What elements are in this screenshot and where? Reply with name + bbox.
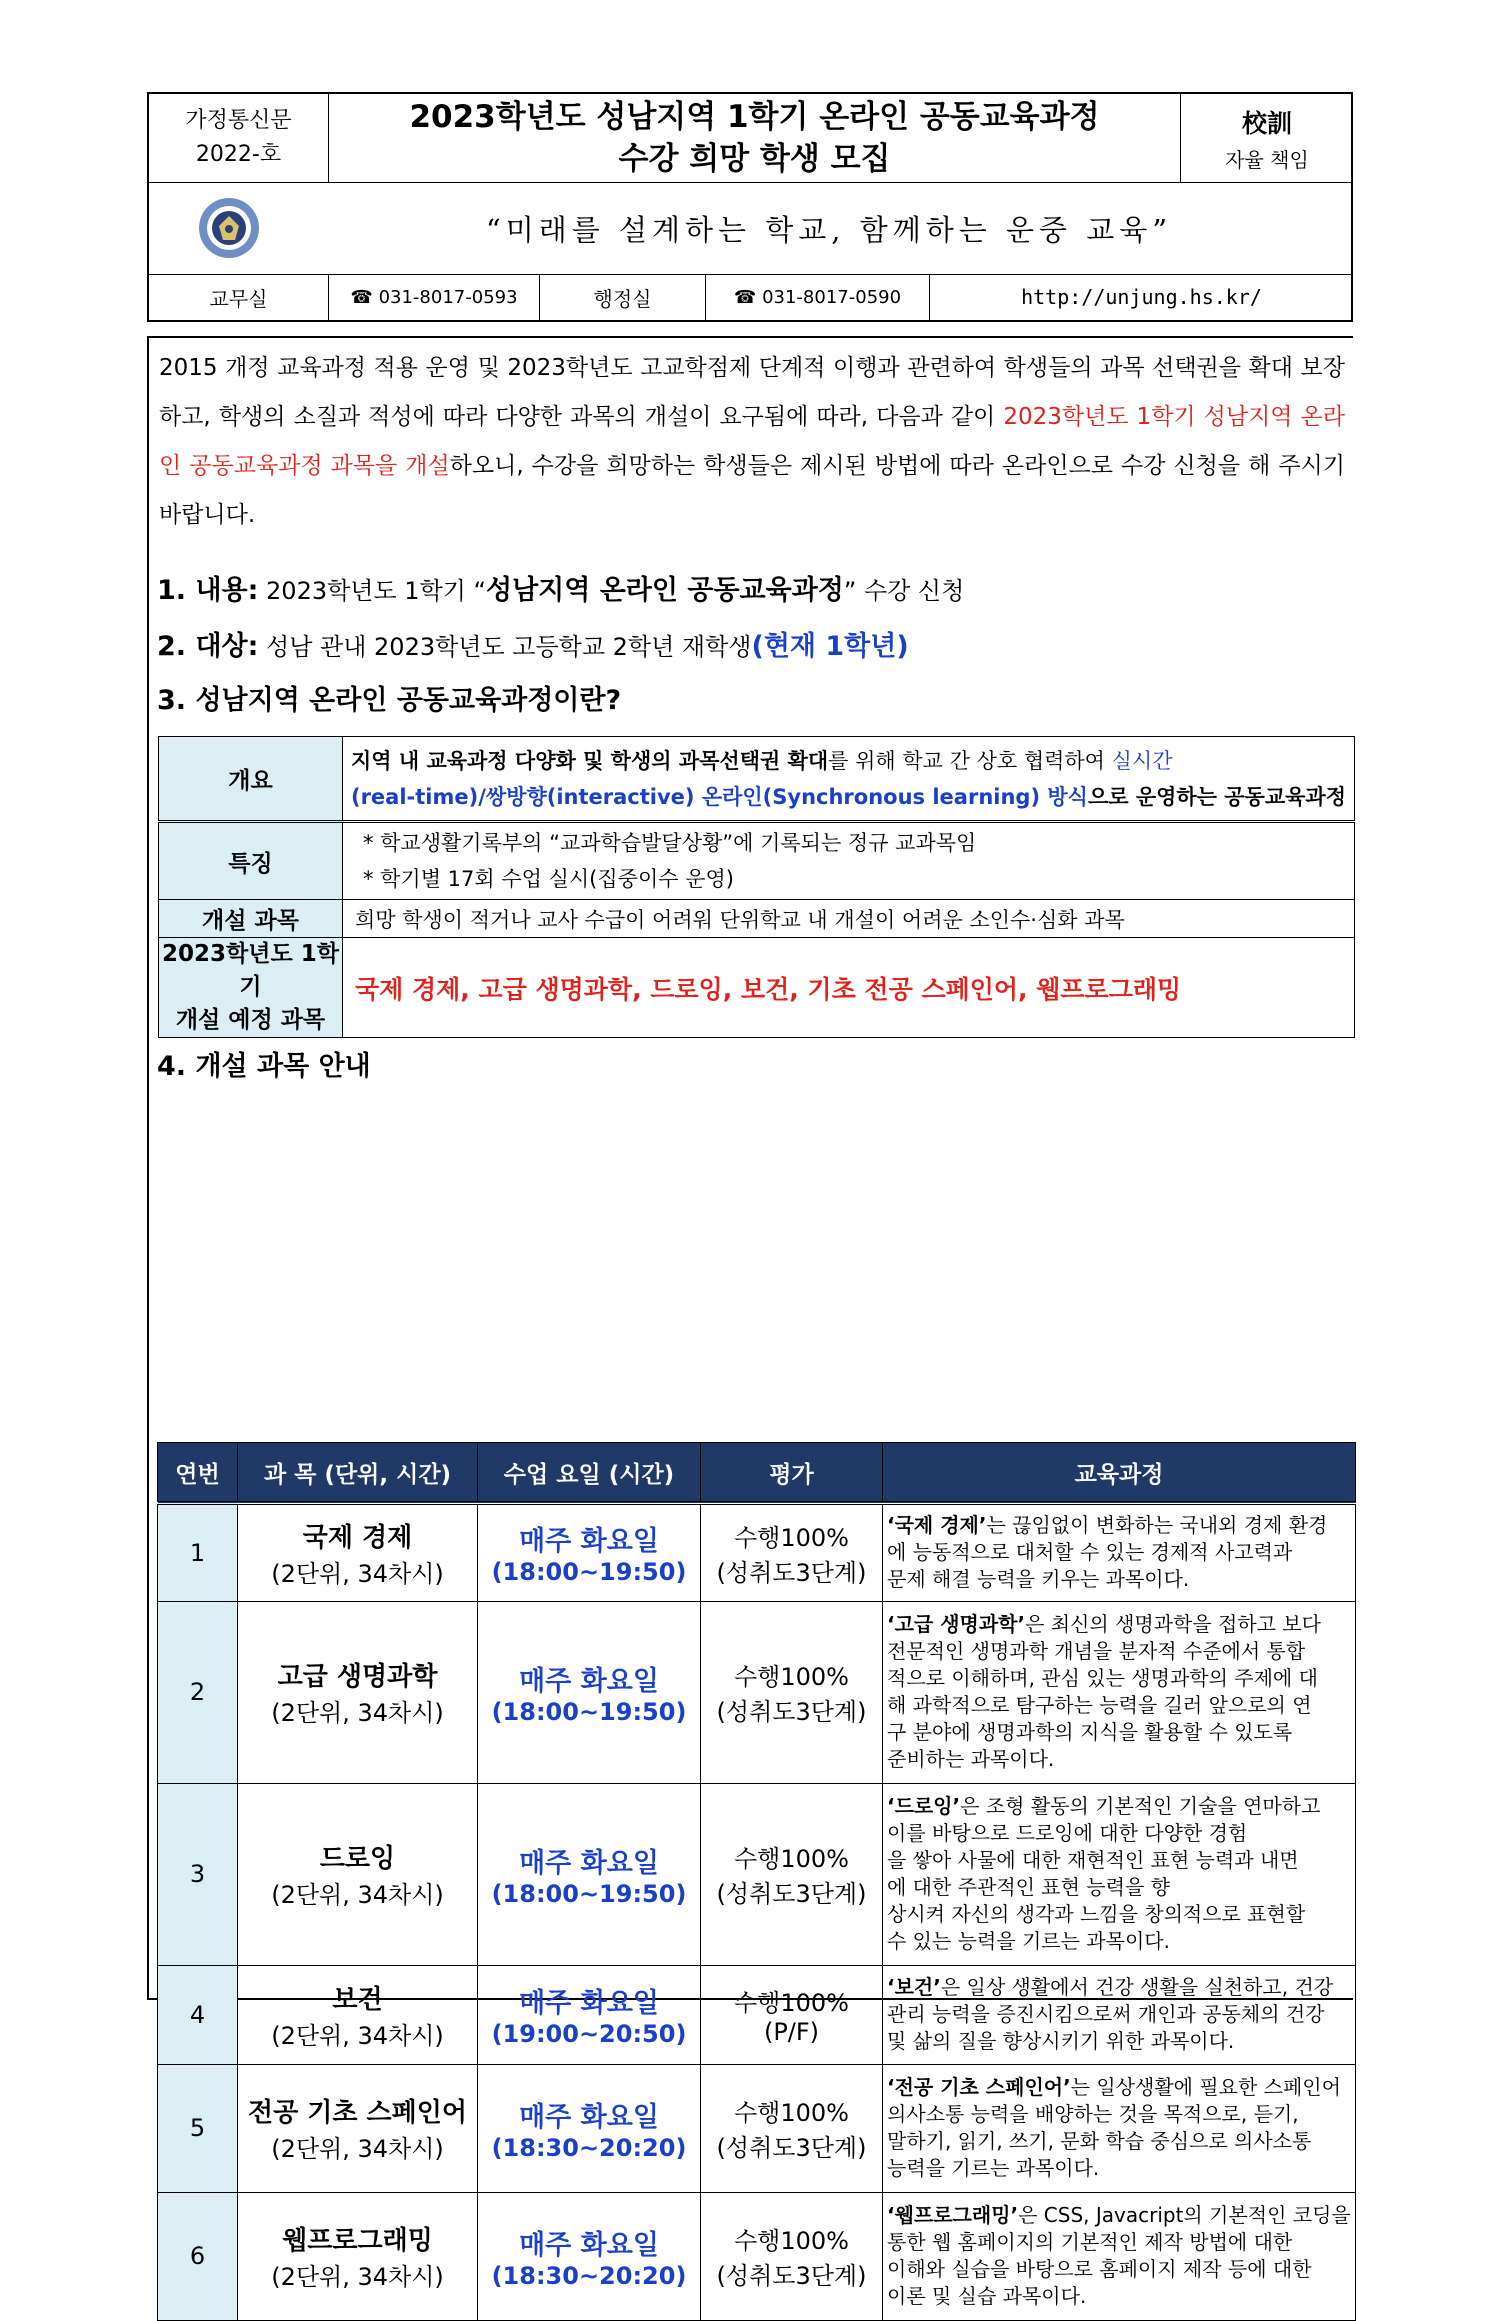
overview-feature-text [342, 822, 1354, 900]
item-4-label: 4. 개설 과목 안내 [157, 1051, 371, 1082]
course-name: 고급 생명과학 [277, 1662, 438, 1692]
course-no: 3 [158, 1783, 238, 1965]
overview-summary-1c: 실시간 [1111, 748, 1173, 773]
school-emblem-icon [197, 196, 261, 260]
table-row [158, 1601, 1356, 1783]
header-row-contact [149, 274, 1351, 320]
course-unit: (2단위, 34차시) [271, 1881, 444, 1909]
overview-row-planned [159, 938, 1355, 1038]
course-table [157, 1442, 1356, 2321]
school-website-link[interactable]: http://unjung.hs.kr/ [1021, 285, 1262, 309]
overview-summary-1a: 지역 내 교육과정 다양화 및 학생의 과목선택권 확대 [350, 748, 829, 773]
course-table-header [158, 1443, 1356, 1504]
course-day: 매주 화요일 [519, 1847, 659, 1879]
intro-text-b: 하오니, 수강을 희망하는 학생들은 제시된 방법에 따라 온라인으로 수강 신청을 해 주시기 바랍니다. [159, 453, 1345, 528]
course-time: (18:00~19:50) [491, 1697, 687, 1726]
course-desc-line: 구 분야에 생명과학의 지식을 활용할 수 있도록 [887, 1720, 1293, 1744]
table-row [158, 2064, 1356, 2192]
course-eval-type: (성취도3단계) [716, 1558, 867, 1587]
course-desc-line: 전문적인 생명과학 개념을 분자적 수준에서 통합 [887, 1639, 1306, 1663]
course-desc-line: 문제 해결 능력을 키우는 과목이다. [887, 1567, 1190, 1592]
header-row-slogan [149, 182, 1351, 275]
overview-row-open [159, 900, 1355, 938]
course-eval: 수행100% [734, 2227, 849, 2255]
item-1-pre: 2023학년도 1학기 “ [258, 577, 486, 605]
notice-type-cell [149, 94, 329, 182]
course-no: 1 [158, 1503, 238, 1601]
notice-number: 2022-호 [195, 142, 282, 167]
school-slogan: “미래를 설계하는 학교, 함께하는 운중 교육” [485, 212, 1173, 247]
office1-label: 교무실 [149, 274, 329, 320]
course-time: (18:30~20:20) [491, 2261, 687, 2290]
course-desc-line: 은 최신의 생명과학을 접하고 보다 [1025, 1612, 1321, 1636]
intro-text-a: 2015 개정 교육과정 적용 운영 및 2023학년도 고교학점제 단계적 이행과 관련하여 학생들의 과목 선택권을 확대 보장하고, 학생의 소질과 적성에 따라 다양한 과목의 개설이 요구됨에 따라, 다음과 같이 [159, 355, 1345, 430]
course-desc-title: ‘고급 생명과학’ [887, 1612, 1026, 1636]
item-1-label: 1. 내용: [157, 575, 259, 606]
item-1 [157, 568, 964, 607]
course-name: 보건 [332, 1984, 383, 2015]
overview-row-summary [159, 737, 1355, 822]
course-eval-type: (성취도3단계) [716, 1880, 867, 1908]
course-name: 국제 경제 [302, 1522, 413, 1553]
course-time: (18:30~20:20) [491, 2133, 687, 2162]
course-desc-line: 이론 및 실습 과목이다. [887, 2284, 1087, 2308]
item-2 [157, 624, 909, 663]
course-desc-line: 은 조형 활동의 기본적인 기술을 연마하고 [960, 1794, 1321, 1818]
course-desc-line: 적으로 이해하며, 관심 있는 생명과학의 주제에 대 [887, 1666, 1318, 1690]
item-1-bold: 성남지역 온라인 공동교육과정 [486, 575, 844, 606]
title-cell [329, 94, 1181, 182]
overview-planned-text: 국제 경제, 고급 생명과학, 드로잉, 보건, 기초 전공 스페인어, 웹프로그래밍 [342, 938, 1354, 1038]
course-day: 매주 화요일 [519, 1526, 659, 1558]
course-desc-line: 을 쌓아 사물에 대한 재현적인 표현 능력과 내면 [887, 1848, 1299, 1872]
motto-title: 校訓 [1241, 108, 1292, 138]
course-desc-line: 은 일상 생활에서 건강 생활을 실천하고, 건강 [940, 1975, 1334, 1999]
course-desc-line: 통한 웹 홈페이지의 기본적인 제작 방법에 대한 [887, 2230, 1293, 2254]
course-desc-line: 관리 능력을 증진시킴으로써 개인과 공동체의 건강 [887, 2002, 1325, 2026]
course-desc-title: ‘전공 기초 스페인어’ [887, 2075, 1071, 2099]
header-row-title [149, 94, 1351, 183]
course-desc-line: 상시켜 자신의 생각과 느낌을 창의적으로 표현할 [887, 1902, 1306, 1926]
course-desc-line: 의사소통 능력을 배양하는 것을 목적으로, 듣기, [887, 2102, 1299, 2126]
course-unit: (2단위, 34차시) [271, 2263, 444, 2291]
item-4 [157, 1044, 371, 1083]
overview-planned-label [159, 938, 343, 1038]
course-unit: (2단위, 34차시) [271, 2135, 444, 2163]
course-eval: 수행100% [734, 1845, 849, 1873]
overview-table [158, 736, 1355, 1038]
office1-phone: ☎ 031-8017-0593 [329, 274, 540, 320]
course-time: (19:00~20:50) [491, 2020, 687, 2048]
course-description [883, 1601, 1356, 1783]
item-1-post: ” 수강 신청 [843, 577, 965, 605]
overview-summary-label: 개요 [159, 737, 343, 822]
course-description [883, 1965, 1356, 2064]
course-unit: (2단위, 34차시) [271, 1559, 444, 1588]
col-header-subject: 과 목 (단위, 시간) [238, 1443, 478, 1504]
course-desc-title: ‘웹프로그래밍’ [887, 2203, 1019, 2227]
table-row [158, 1503, 1356, 1601]
course-day: 매주 화요일 [519, 1988, 659, 2019]
col-header-evaluation: 평가 [701, 1443, 883, 1504]
item-2-highlight: (현재 1학년) [751, 631, 909, 662]
intro-paragraph [159, 344, 1345, 540]
course-desc-line: 이해와 실습을 바탕으로 홈페이지 제작 등에 대한 [887, 2257, 1312, 2281]
col-header-no: 연번 [158, 1443, 238, 1504]
page-title-line1: 2023학년도 성남지역 1학기 온라인 공동교육과정 [409, 99, 1100, 135]
overview-planned-label-1: 2023학년도 1학기 [162, 941, 339, 1000]
course-description [883, 2064, 1356, 2192]
course-desc-line: 이를 바탕으로 드로잉에 대한 다양한 경험 [887, 1821, 1248, 1845]
overview-feature-label: 특징 [159, 822, 343, 900]
overview-feature-1: * 학교생활기록부의 “교과학습발달상황”에 기록되는 정규 교과목임 [362, 831, 977, 855]
course-name: 드로잉 [319, 1844, 396, 1874]
table-row [158, 1783, 1356, 1965]
course-description [883, 1783, 1356, 1965]
course-description [883, 2192, 1356, 2320]
course-desc-title: ‘보건’ [887, 1975, 941, 1999]
course-eval-type: (P/F) [763, 2018, 820, 2046]
course-desc-line: 및 삶의 질을 향상시키기 위한 과목이다. [887, 2029, 1235, 2053]
course-name: 전공 기초 스페인어 [247, 2098, 468, 2128]
item-3-label: 3. 성남지역 온라인 공동교육과정이란? [157, 685, 622, 716]
course-no: 6 [158, 2192, 238, 2320]
course-desc-line: 준비하는 과목이다. [887, 1747, 1055, 1771]
item-2-text: 성남 관내 2023학년도 고등학교 2학년 재학생 [258, 633, 752, 661]
col-header-schedule: 수업 요일 (시간) [478, 1443, 701, 1504]
motto-text: 자율 책임 [1225, 147, 1309, 172]
overview-summary-text [342, 737, 1354, 822]
course-eval: 수행100% [734, 1523, 849, 1552]
course-name: 웹프로그래밍 [282, 2226, 433, 2256]
office2-label: 행정실 [540, 274, 706, 320]
notice-type: 가정통신문 [185, 108, 292, 133]
course-desc-line: 해 과학적으로 탐구하는 능력을 길러 앞으로의 연 [887, 1693, 1312, 1717]
course-time: (18:00~19:50) [491, 1879, 687, 1908]
course-desc-title: ‘국제 경제’ [887, 1513, 987, 1538]
intro-text-highlight: 2023학년도 1학기 성남지역 온라인 공동교육과정 과목을 개설 [159, 404, 1345, 479]
overview-summary-2a: (real-time)/쌍방향(interactive) 온라인(Synchronous learning) 방식 [350, 784, 1088, 809]
course-unit: (2단위, 34차시) [271, 2021, 444, 2050]
item-2-label: 2. 대상: [157, 631, 259, 662]
course-eval-type: (성취도3단계) [716, 2262, 867, 2290]
col-header-curriculum: 교육과정 [883, 1443, 1356, 1504]
course-eval: 수행100% [734, 1663, 849, 1691]
course-desc-line: 에 능동적으로 대처할 수 있는 경제적 사고력과 [887, 1540, 1293, 1565]
page-title-line2: 수강 희망 학생 모집 [618, 141, 891, 177]
course-no: 5 [158, 2064, 238, 2192]
course-desc-line: 능력을 기르는 과목이다. [887, 2156, 1100, 2180]
course-desc-line: 은 CSS, Javacript의 기본적인 코딩을 [1018, 2203, 1351, 2227]
course-description [883, 1503, 1356, 1601]
course-time: (18:00~19:50) [491, 1558, 687, 1587]
overview-summary-2b: 으로 운영하는 공동교육과정 [1087, 784, 1346, 809]
notice-body [147, 336, 1353, 2308]
course-day: 매주 화요일 [519, 2101, 659, 2133]
course-desc-line: 는 끊임없이 변화하는 국내외 경제 환경 [986, 1513, 1328, 1538]
course-desc-line: 는 일상생활에 필요한 스페인어 [1070, 2075, 1341, 2099]
course-eval-type: (성취도3단계) [716, 1698, 867, 1726]
course-unit: (2단위, 34차시) [271, 1699, 444, 1727]
overview-feature-2: * 학기별 17회 수업 실시(집중이수 운영) [362, 867, 734, 891]
office2-phone: ☎ 031-8017-0590 [706, 274, 930, 320]
table-row [158, 1965, 1356, 2064]
course-eval: 수행100% [734, 2099, 849, 2127]
course-eval-type: (성취도3단계) [716, 2134, 867, 2162]
notice-header [147, 92, 1353, 322]
overview-planned-label-2: 개설 예정 과목 [175, 1007, 326, 1033]
table-row [158, 2192, 1356, 2320]
course-desc-title: ‘드로잉’ [887, 1794, 961, 1818]
course-eval: 수행100% [734, 1989, 849, 2017]
overview-open-label: 개설 과목 [159, 900, 343, 938]
course-no: 2 [158, 1601, 238, 1783]
overview-open-text: 희망 학생이 적거나 교사 수급이 어려워 단위학교 내 개설이 어려운 소인수·심화 과목 [342, 900, 1354, 938]
item-3 [157, 678, 621, 717]
overview-row-feature [159, 822, 1355, 900]
motto-cell [1181, 94, 1353, 182]
course-day: 매주 화요일 [519, 1665, 659, 1697]
course-no: 4 [158, 1965, 238, 2064]
overview-summary-1b: 를 위해 학교 간 상호 협력하여 [828, 748, 1112, 773]
course-desc-line: 말하기, 읽기, 쓰기, 문화 학습 중심으로 의사소통 [887, 2129, 1312, 2153]
course-day: 매주 화요일 [519, 2229, 659, 2261]
course-desc-line: 수 있는 능력을 기르는 과목이다. [887, 1929, 1170, 1953]
course-desc-line: 에 대한 주관적인 표현 능력을 향 [887, 1875, 1170, 1899]
